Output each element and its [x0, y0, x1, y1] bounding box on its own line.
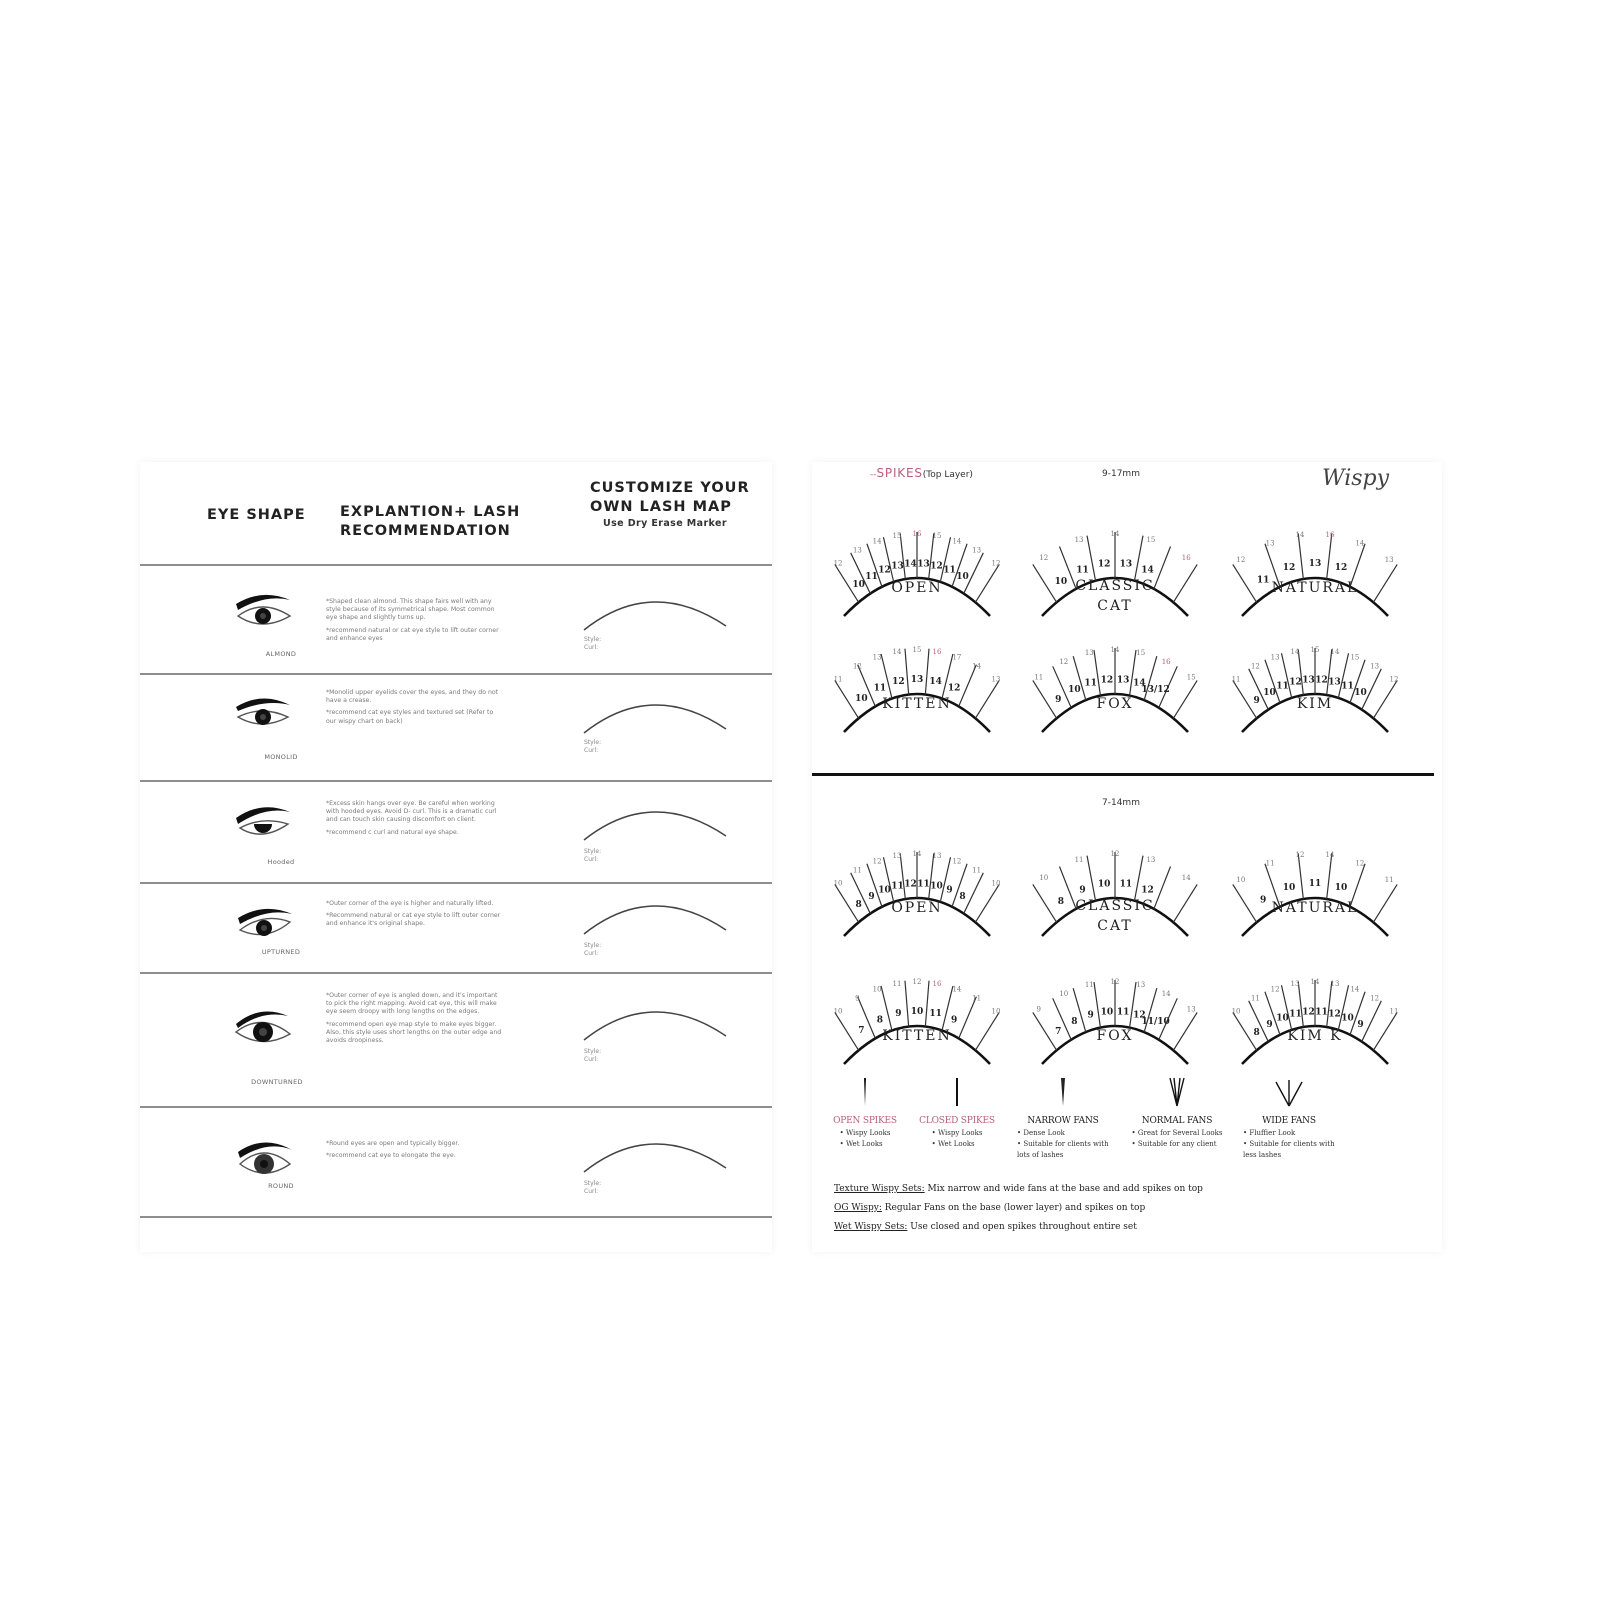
- svg-text:13: 13: [1328, 677, 1341, 688]
- lash-map-kim: [1230, 628, 1400, 738]
- svg-text:10: 10: [833, 1007, 843, 1016]
- svg-text:16: 16: [1181, 553, 1191, 562]
- svg-text:10: 10: [910, 1007, 924, 1017]
- svg-text:11/10: 11/10: [1141, 1017, 1170, 1028]
- svg-text:12: 12: [1250, 662, 1260, 671]
- svg-text:11: 11: [1389, 1007, 1399, 1016]
- note-texture: Texture Wispy Sets: Mix narrow and wide fans at the base and add spikes on top: [834, 1184, 1203, 1194]
- note-og: OG Wispy: Regular Fans on the base (lower layer) and spikes on top: [834, 1203, 1146, 1213]
- svg-text:11: 11: [1119, 879, 1133, 890]
- svg-text:16: 16: [932, 647, 942, 656]
- svg-text:10: 10: [1276, 1013, 1289, 1024]
- lash-map-name: OPEN: [891, 900, 943, 916]
- svg-text:12: 12: [1133, 1010, 1146, 1021]
- eye-label: DOWNTURNED: [251, 1078, 303, 1086]
- svg-text:13: 13: [1302, 675, 1315, 686]
- svg-text:12: 12: [1328, 1009, 1341, 1020]
- svg-text:11: 11: [1308, 879, 1322, 889]
- svg-text:10: 10: [1068, 685, 1081, 696]
- svg-text:10: 10: [872, 985, 882, 994]
- svg-text:12: 12: [930, 561, 943, 572]
- fan-type-title: NORMAL FANS: [1141, 1116, 1213, 1126]
- svg-text:14: 14: [1310, 978, 1320, 986]
- svg-text:13: 13: [892, 851, 902, 860]
- svg-text:13: 13: [1186, 1005, 1196, 1014]
- svg-text:11: 11: [1276, 681, 1289, 692]
- lash-map-classic-cat: [1030, 512, 1200, 622]
- svg-text:12: 12: [1370, 994, 1380, 1003]
- eye-row-monolid: [140, 675, 772, 780]
- round-eye-icon: [232, 1136, 298, 1180]
- svg-text:10: 10: [956, 571, 969, 582]
- svg-text:12: 12: [892, 677, 905, 688]
- fan-type-closed-spikes: CLOSED SPIKES • Wispy Looks • Wet Looks: [902, 1076, 1012, 1150]
- style-curl-labels: Style: Curl:: [584, 942, 602, 957]
- eye-label: MONOLID: [264, 753, 298, 761]
- svg-text:15: 15: [912, 646, 922, 654]
- fan-type-title: NARROW FANS: [1027, 1116, 1099, 1126]
- hooded-eye-icon: [232, 802, 298, 846]
- svg-text:10: 10: [1059, 990, 1069, 999]
- lash-curve-drawing-area[interactable]: [580, 697, 730, 737]
- svg-text:10: 10: [833, 879, 843, 888]
- svg-text:8: 8: [876, 1015, 883, 1026]
- eye-shape-chart-card: [140, 462, 772, 1252]
- svg-text:14: 14: [1330, 647, 1340, 656]
- svg-text:14: 14: [1355, 539, 1365, 548]
- length-range-bottom: 7-14mm: [1102, 798, 1140, 808]
- fan-icon: [1054, 1076, 1072, 1108]
- svg-text:16: 16: [932, 979, 942, 988]
- explanation-text: *Excess skin hangs over eye. Be careful when working with hooded eyes. Avoid D- curl. This is a dramatic curl and can touch skin causing discomfort on client. *recommend c curl and natural eye shape.: [326, 800, 497, 836]
- eye-row-downturned: [140, 974, 772, 1106]
- svg-text:11: 11: [1084, 678, 1097, 689]
- svg-text:16: 16: [1161, 658, 1171, 667]
- svg-text:13: 13: [1146, 855, 1156, 864]
- svg-text:11: 11: [1289, 1009, 1302, 1020]
- svg-text:14: 14: [904, 559, 917, 570]
- svg-text:12: 12: [1355, 859, 1365, 868]
- svg-text:14: 14: [1295, 531, 1305, 540]
- svg-text:9: 9: [951, 1015, 958, 1026]
- svg-text:14: 14: [872, 537, 882, 546]
- wispy-lash-map-card: [812, 462, 1442, 1252]
- svg-text:11: 11: [1315, 1007, 1328, 1018]
- svg-text:9: 9: [868, 891, 875, 902]
- svg-text:11: 11: [833, 675, 843, 684]
- svg-text:10: 10: [1282, 883, 1296, 894]
- fan-type-narrow-fans: NARROW FANS • Dense Look • Suitable for clients with lots of lashes: [1008, 1076, 1118, 1161]
- svg-text:9: 9: [1253, 696, 1260, 707]
- lash-map-classic-cat: [1030, 832, 1200, 942]
- style-curl-labels: Style: Curl:: [584, 848, 602, 863]
- svg-text:9: 9: [1036, 1005, 1042, 1014]
- svg-text:10: 10: [1263, 687, 1276, 698]
- svg-text:10: 10: [1236, 875, 1246, 884]
- lash-map-name: OPEN: [891, 580, 943, 596]
- svg-text:11: 11: [917, 879, 930, 890]
- svg-text:13: 13: [1370, 662, 1380, 671]
- svg-text:11: 11: [943, 565, 956, 576]
- svg-text:15: 15: [1310, 646, 1320, 654]
- explanation-text: *Outer corner of the eye is higher and naturally lifted. *Recommend natural or cat eye style to lift outer corner and enhance it's original shape.: [326, 900, 501, 928]
- svg-text:13: 13: [1290, 979, 1300, 988]
- svg-text:10: 10: [1341, 1013, 1354, 1024]
- svg-text:12: 12: [1334, 563, 1348, 574]
- explanation-text: *Outer corner of eye is angled down, and it's important to pick the right mapping. Avoid cat eye, this will make eye seem droopy with long lengths on the edges. *recommend open eye map style to make eyes bigger. Also, this style uses short lengths on the outer edge and avoids droopiness.: [326, 992, 502, 1045]
- lash-map-name: CLASSIC CAT: [1075, 898, 1155, 934]
- svg-text:9: 9: [1079, 885, 1086, 896]
- svg-text:10: 10: [991, 879, 1001, 888]
- svg-text:8: 8: [1071, 1017, 1078, 1028]
- svg-text:14: 14: [1350, 985, 1360, 994]
- svg-text:14: 14: [1110, 530, 1120, 538]
- lash-map-name: KIM K: [1287, 1028, 1343, 1044]
- svg-text:8: 8: [855, 900, 862, 911]
- svg-text:13: 13: [1136, 981, 1146, 990]
- length-range-top: 9-17mm: [1102, 469, 1140, 479]
- svg-text:10: 10: [1231, 1007, 1241, 1016]
- svg-text:12: 12: [1097, 559, 1111, 570]
- lash-map-kitten: [832, 960, 1002, 1070]
- svg-text:14: 14: [1141, 565, 1154, 576]
- svg-text:12: 12: [1100, 675, 1114, 686]
- svg-text:12: 12: [1302, 1007, 1315, 1018]
- lash-map-name: NATURAL: [1271, 900, 1359, 916]
- svg-text:12: 12: [904, 879, 917, 890]
- wispy-logo: Wispy: [1322, 466, 1390, 491]
- svg-text:14: 14: [912, 850, 922, 858]
- svg-text:15: 15: [1136, 649, 1146, 658]
- svg-text:13: 13: [932, 851, 942, 860]
- svg-text:10: 10: [1054, 577, 1068, 588]
- svg-text:11: 11: [1231, 675, 1241, 684]
- svg-text:10: 10: [1097, 879, 1111, 890]
- downturned-eye-icon: [232, 1006, 298, 1050]
- svg-text:17: 17: [952, 653, 962, 662]
- fan-type-normal-fans: NORMAL FANS • Great for Several Looks • Suitable for any client: [1122, 1076, 1232, 1150]
- eye-label: UPTURNED: [261, 948, 301, 956]
- divider: [140, 1216, 772, 1218]
- lash-map-kitten: [832, 628, 1002, 738]
- svg-text:13/12: 13/12: [1141, 685, 1170, 696]
- svg-text:9: 9: [1087, 1010, 1094, 1021]
- svg-text:14: 14: [892, 647, 902, 656]
- eye-row-round: [140, 1108, 772, 1216]
- svg-text:16: 16: [912, 530, 922, 538]
- svg-text:11: 11: [852, 866, 862, 875]
- svg-text:14: 14: [1325, 851, 1335, 860]
- lash-map-name: CLASSIC CAT: [1075, 578, 1155, 614]
- svg-text:12: 12: [1059, 658, 1069, 667]
- svg-text:13: 13: [1116, 675, 1130, 686]
- svg-text:14: 14: [1181, 873, 1191, 882]
- header-explanation: EXPLANTION+ LASH RECOMMENDATION: [340, 504, 521, 539]
- svg-text:14: 14: [952, 985, 962, 994]
- svg-text:15: 15: [892, 531, 902, 540]
- lash-map-kim-k: [1230, 960, 1400, 1070]
- lash-map-name: KITTEN: [882, 1028, 952, 1044]
- explanation-text: *Shaped clean almond. This shape fairs well with any style because of its symmetrical shape. Most common eye shape and slightly turns up. *recommend natural or cat eye style to lift outer corner and enhance eyes: [326, 598, 499, 642]
- svg-text:12: 12: [1039, 553, 1049, 562]
- svg-text:13: 13: [891, 561, 904, 572]
- svg-text:8: 8: [1057, 897, 1065, 908]
- eye-label: ALMOND: [265, 650, 297, 658]
- style-curl-labels: Style: Curl:: [584, 739, 602, 754]
- fan-type-title: CLOSED SPIKES: [919, 1116, 995, 1126]
- fan-type-wide-fans: WIDE FANS • Fluffier Look • Suitable for clients with less lashes: [1234, 1076, 1344, 1161]
- svg-text:12: 12: [872, 857, 882, 866]
- svg-text:12: 12: [1110, 850, 1120, 858]
- svg-text:12: 12: [912, 978, 922, 986]
- spikes-legend: --SPIKES(Top Layer): [870, 466, 973, 480]
- wispy-set-notes: [834, 1180, 1203, 1237]
- svg-text:11: 11: [1074, 855, 1084, 864]
- svg-text:13: 13: [1270, 653, 1280, 662]
- fan-type-title: OPEN SPIKES: [833, 1116, 897, 1126]
- svg-text:8: 8: [959, 891, 966, 902]
- fan-icon: [1168, 1076, 1186, 1108]
- svg-text:11: 11: [1265, 859, 1275, 868]
- svg-text:9: 9: [1055, 695, 1062, 706]
- svg-text:13: 13: [917, 559, 930, 570]
- style-curl-labels: Style: Curl:: [584, 1048, 602, 1063]
- svg-text:9: 9: [855, 994, 860, 1003]
- svg-text:9: 9: [946, 885, 953, 896]
- svg-text:11: 11: [929, 1009, 942, 1020]
- svg-text:10: 10: [855, 694, 868, 705]
- fan-icon: [1280, 1076, 1298, 1108]
- svg-text:9: 9: [1259, 895, 1267, 906]
- almond-eye-icon: [232, 590, 298, 634]
- explanation-text: *Monolid upper eyelids cover the eyes, and they do not have a crease. *recommend cat eye styles and textured set (Refer to our wispy chart on back): [326, 689, 499, 725]
- svg-text:15: 15: [1186, 673, 1196, 682]
- svg-text:14: 14: [1290, 647, 1300, 656]
- lash-curve-drawing-area[interactable]: [580, 898, 730, 938]
- svg-text:13: 13: [1330, 979, 1340, 988]
- svg-text:12: 12: [878, 565, 891, 576]
- svg-text:11: 11: [1384, 875, 1394, 884]
- svg-text:11: 11: [1034, 673, 1044, 682]
- svg-text:13: 13: [910, 675, 924, 685]
- svg-text:10: 10: [1100, 1007, 1114, 1018]
- section-divider: [812, 773, 1434, 776]
- lash-map-name: KIM: [1296, 696, 1334, 712]
- svg-text:15: 15: [1350, 653, 1360, 662]
- fan-icon: [856, 1076, 874, 1108]
- lash-map-name: FOX: [1096, 1028, 1134, 1044]
- svg-text:11: 11: [972, 866, 982, 875]
- eye-label: ROUND: [268, 1182, 294, 1190]
- lash-map-name: NATURAL: [1271, 580, 1359, 596]
- svg-text:11: 11: [1084, 981, 1094, 990]
- header-customize-sub: Use Dry Erase Marker: [603, 518, 727, 529]
- lash-map-open: [832, 832, 1002, 942]
- svg-text:14: 14: [952, 537, 962, 546]
- svg-text:11: 11: [972, 994, 982, 1003]
- svg-text:12: 12: [1282, 563, 1296, 574]
- lash-map-name: KITTEN: [882, 696, 952, 712]
- svg-text:11: 11: [892, 979, 902, 988]
- svg-text:12: 12: [1236, 555, 1246, 564]
- eye-row-hooded: [140, 782, 772, 882]
- style-curl-labels: Style: Curl:: [584, 1180, 602, 1195]
- style-curl-labels: Style: Curl:: [584, 636, 602, 651]
- svg-text:10: 10: [930, 881, 943, 892]
- fan-type-title: WIDE FANS: [1262, 1116, 1316, 1126]
- svg-text:15: 15: [932, 531, 942, 540]
- svg-text:10: 10: [991, 1007, 1001, 1016]
- svg-text:12: 12: [1110, 978, 1120, 986]
- svg-text:13: 13: [852, 546, 862, 555]
- svg-text:10: 10: [1039, 873, 1049, 882]
- svg-text:9: 9: [895, 1009, 902, 1020]
- lash-map-fox: [1030, 628, 1200, 738]
- svg-text:8: 8: [1253, 1028, 1260, 1039]
- svg-text:12: 12: [852, 662, 862, 671]
- svg-text:13: 13: [1119, 559, 1133, 570]
- svg-text:13: 13: [1308, 559, 1322, 569]
- chart-header: [140, 462, 772, 577]
- svg-text:7: 7: [1055, 1027, 1062, 1038]
- svg-text:13: 13: [991, 675, 1001, 684]
- svg-text:11: 11: [873, 683, 887, 694]
- svg-text:12: 12: [1270, 985, 1280, 994]
- svg-text:12: 12: [1315, 675, 1328, 686]
- svg-text:11: 11: [1256, 575, 1270, 586]
- lash-map-natural: [1230, 832, 1400, 942]
- svg-text:12: 12: [1141, 885, 1154, 896]
- fan-type-open-spikes: OPEN SPIKES • Wispy Looks • Wet Looks: [810, 1076, 920, 1150]
- eye-row-almond: [140, 566, 772, 673]
- svg-text:11: 11: [891, 881, 904, 892]
- svg-text:13: 13: [972, 546, 982, 555]
- explanation-text: *Round eyes are open and typically bigger. *recommend cat eye to elongate the eye.: [326, 1140, 460, 1160]
- svg-text:14: 14: [929, 677, 942, 688]
- svg-text:16: 16: [1325, 531, 1335, 540]
- svg-text:11: 11: [1116, 1007, 1130, 1018]
- svg-text:13: 13: [1084, 649, 1094, 658]
- svg-text:11: 11: [1076, 565, 1089, 576]
- lash-map-name: FOX: [1096, 696, 1134, 712]
- svg-text:15: 15: [1146, 535, 1156, 544]
- svg-text:12: 12: [1289, 677, 1302, 688]
- svg-text:13: 13: [1384, 555, 1394, 564]
- svg-text:12: 12: [947, 683, 961, 694]
- svg-text:10: 10: [1334, 883, 1348, 894]
- svg-text:12: 12: [952, 857, 962, 866]
- svg-text:12: 12: [833, 559, 843, 568]
- header-eye-shape: EYE SHAPE: [207, 507, 306, 523]
- svg-text:12: 12: [1389, 675, 1399, 684]
- svg-text:14: 14: [1161, 990, 1171, 999]
- svg-text:12: 12: [991, 559, 1001, 568]
- svg-text:9: 9: [1357, 1019, 1364, 1030]
- svg-text:14: 14: [1110, 646, 1120, 654]
- svg-text:12: 12: [1295, 851, 1305, 860]
- svg-text:10: 10: [878, 885, 891, 896]
- svg-text:11: 11: [865, 571, 878, 582]
- note-wet: Wet Wispy Sets: Use closed and open spikes throughout entire set: [834, 1222, 1137, 1232]
- svg-text:10: 10: [1354, 687, 1367, 698]
- svg-text:10: 10: [852, 580, 865, 591]
- header-customize: CUSTOMIZE YOUR OWN LASH MAP: [590, 480, 750, 515]
- svg-text:14: 14: [1133, 678, 1146, 689]
- lash-curve-drawing-area[interactable]: [580, 1004, 730, 1044]
- lash-curve-drawing-area[interactable]: [580, 1136, 730, 1176]
- fan-icon: [948, 1076, 966, 1108]
- eye-label: Hooded: [267, 858, 295, 866]
- svg-text:14: 14: [972, 662, 982, 671]
- eye-row-upturned: [140, 884, 772, 972]
- svg-text:9: 9: [1266, 1019, 1273, 1030]
- lash-map-fox: [1030, 960, 1200, 1070]
- svg-text:13: 13: [1074, 535, 1084, 544]
- lash-map-open: [832, 512, 1002, 622]
- svg-text:13: 13: [1265, 539, 1275, 548]
- svg-text:13: 13: [872, 653, 882, 662]
- svg-text:11: 11: [1341, 681, 1354, 692]
- svg-text:7: 7: [858, 1026, 865, 1037]
- svg-text:11: 11: [1250, 994, 1260, 1003]
- monolid-eye-icon: [232, 693, 298, 737]
- upturned-eye-icon: [232, 902, 298, 946]
- lash-curve-drawing-area[interactable]: [580, 594, 730, 634]
- lash-curve-drawing-area[interactable]: [580, 804, 730, 844]
- lash-map-natural: [1230, 512, 1400, 622]
